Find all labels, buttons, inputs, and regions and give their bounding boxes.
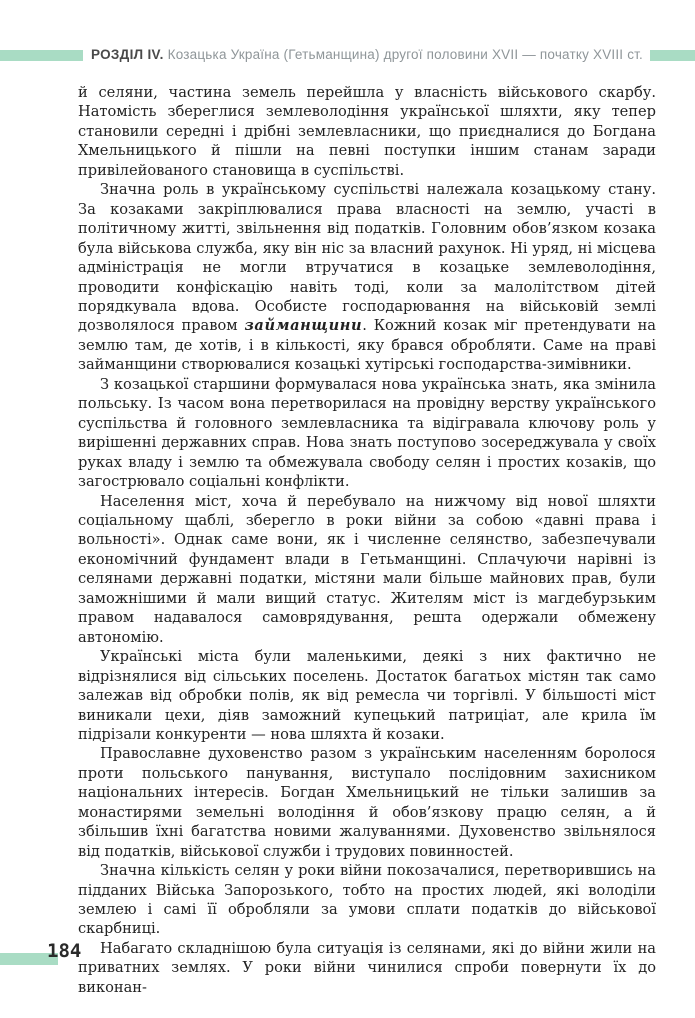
paragraph-text: Населення міст, хоча й перебувало на нижчому від нової шляхти соціальному щаблі, зберегло в роки війни за собою «давні права і вольності». Однак саме вони, як і численне селянство, забезпечували економічний фундамент влади в Гетьманщині. Сплачуючи нарівні із селянами державні податки, містяни мали більше майнових прав, були заможнішими й мали вищий статус. Жителям міст із магдебурзьким правом надавалося самоврядування, решта одержали обмежену автономію. [78, 492, 656, 646]
paragraph-text: . Кожний козак міг претендувати на землю там, де хотів, і в кількості, яку брався обробляти. Саме на праві займанщини створювалися козацькі хутірські господарства-зимівники. [78, 317, 656, 374]
paragraph [78, 861, 656, 939]
chapter-header [0, 47, 695, 63]
chapter-label: РОЗДІЛ IV. [91, 47, 164, 62]
paragraph [78, 647, 656, 744]
header-accent-bar-right [650, 50, 695, 61]
paragraph-text: Православне духовенство разом з українським населенням боролося проти польського панування, виступало послідовним захисником національних інтересів. Богдан Хмельницький не тільки залишив за монастирями земельні володіння й обов’язкову працю селян, а й збільшив їхні багатства новими жалуваннями. Духовенство звільнялося від податків, військової служби і трудових повинностей. [78, 745, 656, 860]
paragraph [78, 492, 656, 648]
body-text [78, 83, 656, 997]
paragraph [78, 83, 656, 180]
header-accent-bar-left [0, 50, 83, 61]
paragraph-text: Значна кількість селян у роки війни покозачалися, перетворившись на підданих Війська Запорозького, тобто на простих людей, які володіли землею і самі її обробляли за умови сплати податків до військової скарбниці. [78, 862, 656, 938]
paragraph-text: й селяни, частина земель перейшла у власність військового скарбу. Натомість збереглися землеволодіння української шляхти, яку тепер становили середні і дрібні землевласники, що приєдналися до Богдана Хмельницького й пішли на певні поступки іншим станам заради привілейованого становища в суспільстві. [78, 84, 656, 179]
paragraph [78, 180, 656, 375]
paragraph [78, 375, 656, 492]
paragraph [78, 939, 656, 997]
paragraph-text: З козацької старшини формувалася нова українська знать, яка змінила польську. Із часом вона перетворилася на провідну верству українського суспільства й головного землевласника та відігравала ключову роль у вирішенні державних справ. Нова знать поступово зосереджувала у своїх руках владу і землю та обмежувала свободу селян і простих козаків, що загострювало соціальні конфлікти. [78, 375, 656, 491]
paragraph-text: Українські міста були маленькими, деякі з них фактично не відрізнялися від сільських поселень. Достаток багатьох містян так само залежав від обробки полів, як від ремесла чи торгівлі. У більшості міст виникали цехи, діяв заможний купецький патриціат, але крила їм підрізали конкуренти — нова шляхта й козаки. [78, 648, 656, 743]
chapter-heading [83, 47, 650, 63]
paragraph-text: Значна роль в українському суспільстві належала козацькому стану. За козаками закріплювалися права власності на землю, участі в політичному житті, звільнення від податків. Головним обов’язком козака була військова служба, яку він ніс за власний рахунок. Ні уряд, ні місцева адміністрація не могли втручатися в козацьке землеволодіння, проводити конфіскацію навіть тоді, коли за малолітством дітей порядкувала вдова. Особисте господарювання на військовій землі дозволялося правом [78, 181, 656, 335]
paragraph-text: Набагато складнішою була ситуація із селянами, які до війни жили на приватних землях. У роки війни чинилися спроби повернути їх до виконан- [78, 939, 656, 996]
chapter-title: Козацька Україна (Гетьманщина) другої половини XVII — початку XVIII ст. [167, 47, 643, 62]
paragraph [78, 744, 656, 861]
emphasized-term: займанщини [244, 317, 363, 335]
page-number: 184 [47, 940, 82, 962]
